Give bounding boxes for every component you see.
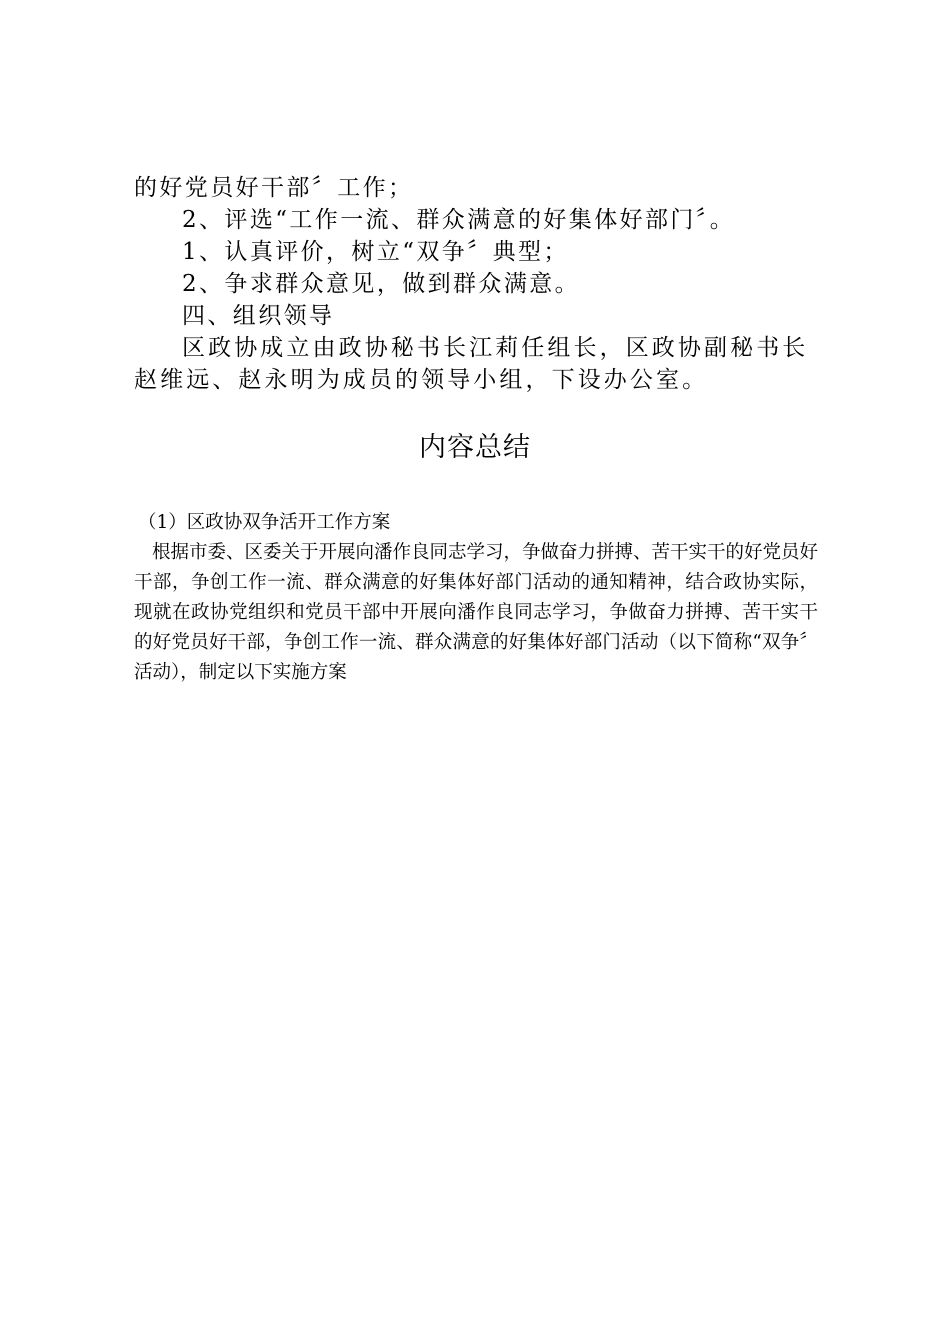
summary-subtitle: （1）区政协双争活开工作方案 xyxy=(138,512,391,533)
section-heading: 四、组织领导 xyxy=(182,303,335,329)
summary-paragraph: 根据市委、区委关于开展向潘作良同志学习，争做奋力拼搏、苦干实干的好党员好干部，争创工作一流、群众满意的好集体好部门活动的通知精神，结合政协实际，现就在政协党组织和党员干部中开展向潘作良同志学习，争做奋力拼搏、苦干实干的好党员好干部，争创工作一流、群众满意的好集体好部门活动（以下简称“双争〞活动），制定以下实施方案 xyxy=(134,542,819,683)
body-line-4: 2、争求群众意见，做到群众满意。 xyxy=(182,271,581,297)
summary-title: 内容总结 xyxy=(419,432,531,463)
body-line-3: 1、认真评价，树立“双争〞典型； xyxy=(182,239,569,265)
body-line-2: 2、评选“工作一流、群众满意的好集体好部门〞。 xyxy=(182,207,736,233)
body-line-1: 的好党员好干部〞工作； xyxy=(134,175,414,201)
body-paragraph: 区政协成立由政协秘书长江莉任组长，区政协副秘书长赵维远、赵永明为成员的领导小组，下设办公室。 xyxy=(134,335,809,393)
document-body xyxy=(134,172,824,396)
summary-section xyxy=(134,508,818,688)
